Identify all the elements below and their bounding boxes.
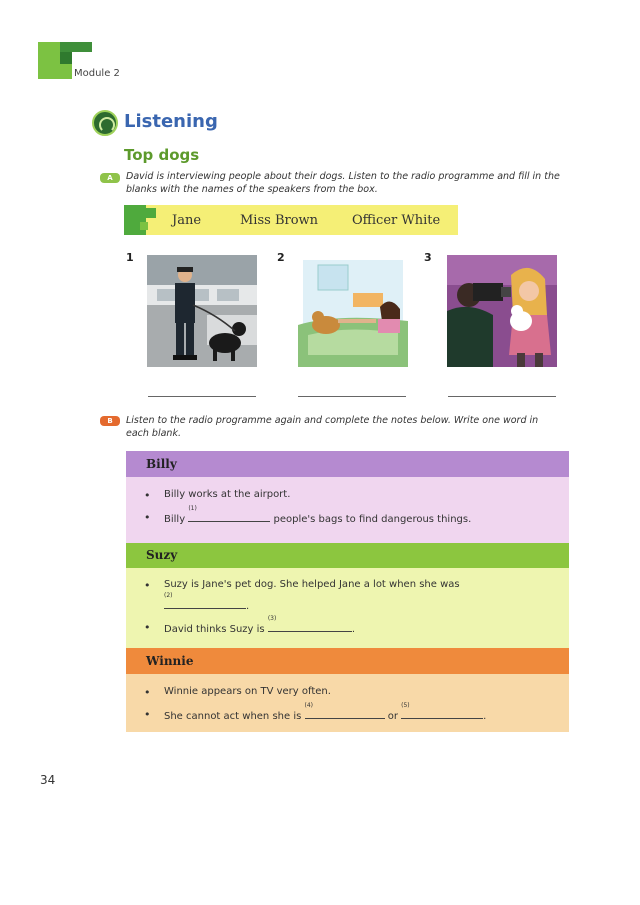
winnie-note-1: • Winnie appears on TV very often.: [164, 686, 331, 697]
blank-4[interactable]: [304, 702, 385, 719]
winnie-notes: [126, 674, 569, 732]
part-b-instruction: Listen to the radio programme again and complete the notes below. Write one word in each blank.: [126, 415, 539, 439]
section-subtitle: Top dogs: [124, 146, 200, 164]
winnie-note-2: • She cannot act when she is (4) or (5) .: [164, 708, 486, 722]
billy-heading: Billy: [126, 451, 569, 477]
blank-5-number: (5): [401, 702, 410, 709]
billy-note-2: [164, 505, 472, 525]
part-a-tag: A: [100, 173, 120, 183]
billy-note-2-end: people's bags to find dangerous things.: [273, 514, 472, 525]
blank-5[interactable]: [401, 702, 483, 719]
section-title: Listening: [124, 111, 218, 132]
module-tab-accent: [60, 42, 92, 52]
suzy-note-2-start: David thinks Suzy is: [164, 624, 265, 635]
blank-4-number: (4): [304, 702, 314, 709]
word-box-square: [124, 205, 146, 235]
blank-1[interactable]: [188, 505, 270, 522]
module-label: Module 2: [74, 68, 120, 79]
answer-line-1[interactable]: [148, 396, 256, 397]
suzy-note-1: • Suzy is Jane's pet dog. She helped Jane a lot when she was: [164, 579, 460, 590]
headphones-icon: [92, 110, 118, 136]
picture-girl-in-bed: [298, 255, 408, 367]
word-box-square: [146, 208, 156, 218]
blank-2[interactable]: [164, 592, 246, 609]
suzy-heading: Suzy: [126, 543, 569, 568]
blank-1-number: (1): [188, 505, 197, 512]
winnie-note-2-start: She cannot act when she is: [164, 711, 302, 722]
word-jane: Jane: [172, 213, 202, 228]
blank-3-number: (3): [267, 615, 277, 622]
part-b-tag: B: [100, 416, 120, 426]
picture-officer-with-dog: [147, 255, 257, 367]
blank-2-number: (2): [164, 592, 173, 599]
winnie-note-2-or: or: [387, 711, 398, 722]
word-officer-white: Officer White: [352, 213, 441, 228]
answer-line-2[interactable]: [298, 396, 406, 397]
billy-note-1: • Billy works at the airport.: [164, 489, 290, 500]
suzy-note-2: • David thinks Suzy is (3) .: [164, 621, 355, 635]
picture-tv-crew-with-dog: [447, 255, 557, 367]
part-a-instruction: David is interviewing people about their dogs. Listen to the radio programme and fill in the blanks with the names of the speakers from the box.: [126, 171, 560, 195]
answer-line-3[interactable]: [448, 396, 556, 397]
module-tab-accent-small: [60, 52, 72, 64]
word-miss-brown: Miss Brown: [240, 213, 319, 228]
picture-number: 1: [126, 251, 134, 264]
billy-note-2-start: Billy: [164, 514, 186, 525]
winnie-heading: Winnie: [126, 648, 569, 674]
picture-number: 2: [277, 251, 285, 264]
page-number: 34: [40, 773, 56, 787]
suzy-note-1-continued: (2) .: [164, 592, 250, 612]
blank-3[interactable]: [267, 615, 352, 632]
picture-number: 3: [424, 251, 432, 264]
word-box-square: [140, 222, 148, 230]
